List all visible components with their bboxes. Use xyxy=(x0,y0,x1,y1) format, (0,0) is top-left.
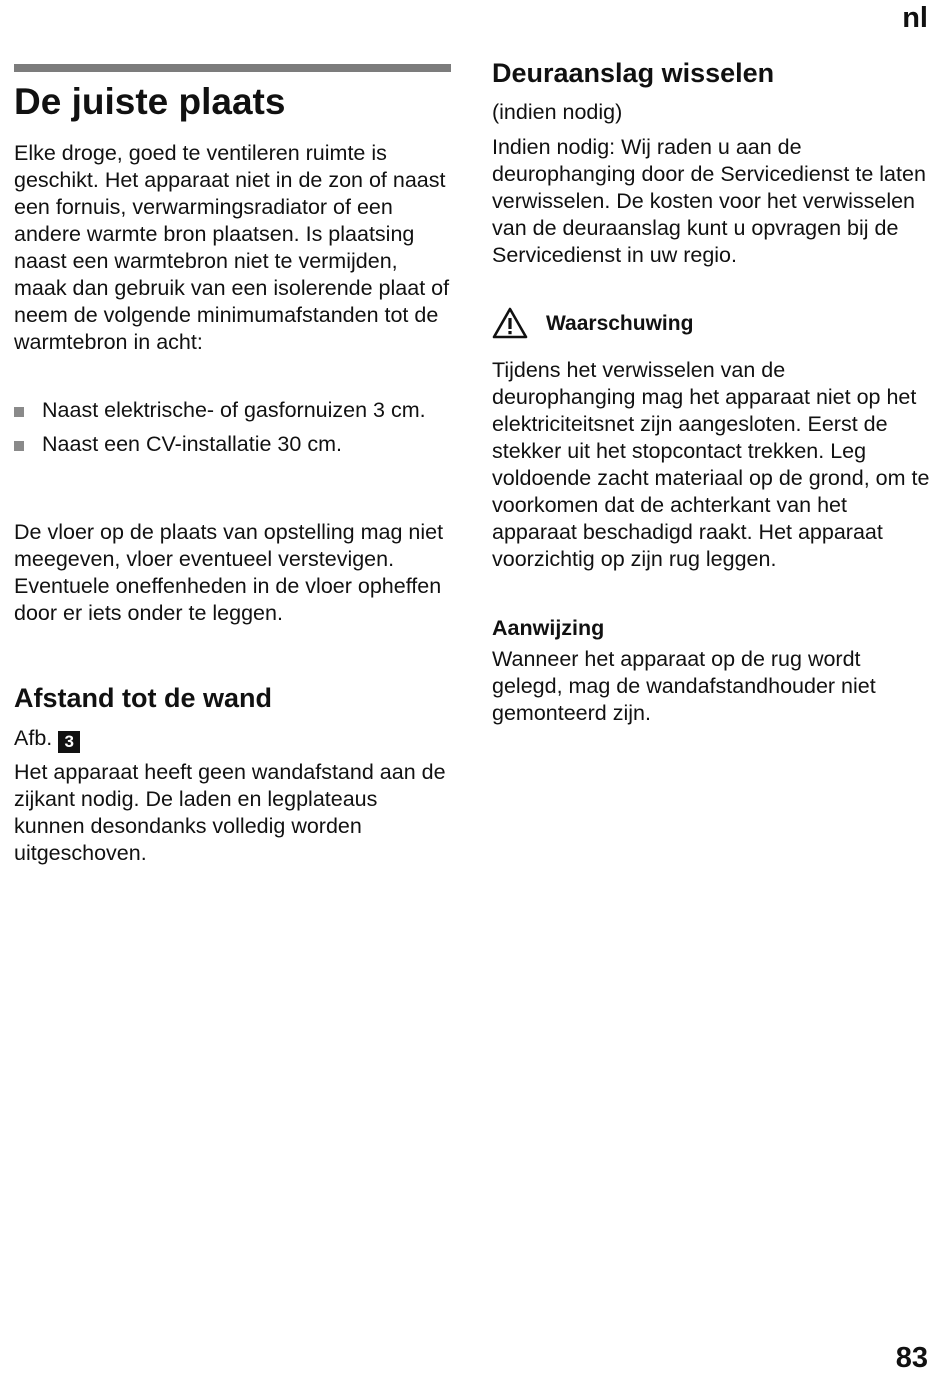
list-item xyxy=(14,397,452,424)
list-item xyxy=(14,431,452,458)
floor-paragraph: De vloer op de plaats van opstelling mag niet meegeven, vloer eventueel verstevigen. Eventuele oneffenheden in de vloer opheffen door er iets onder te leggen. xyxy=(14,520,444,625)
warning-paragraph: Tijdens het verwisselen van de deurophanging mag het apparaat niet op het elektriciteitsnet zijn aangesloten. Eerst de stekker uit het stopcontact trekken. Leg voldoende zacht materiaal op de grond, om te voorkomen dat de achterkant van het apparaat beschadigd raakt. Het apparaat voorzichtig op zijn rug leggen. xyxy=(492,358,930,571)
figure-reference xyxy=(14,725,452,753)
list-item-text: Naast elektrische- of gasfornuizen 3 cm. xyxy=(42,398,426,422)
note-heading: Aanwijzing xyxy=(492,616,605,640)
figure-number-badge: 3 xyxy=(58,731,80,753)
figure-label: Afb. xyxy=(14,726,53,750)
distance-list xyxy=(14,397,452,465)
page-title: De juiste plaats xyxy=(14,81,286,122)
bullet-square-icon xyxy=(14,441,24,451)
wall-heading: Afstand tot de wand xyxy=(14,683,272,713)
warning-header xyxy=(492,306,932,340)
language-code: nl xyxy=(902,2,928,34)
door-subtitle: (indien nodig) xyxy=(492,100,623,124)
note-paragraph: Wanneer het apparaat op de rug wordt gelegd, mag de wandafstandhouder niet gemonteerd zijn. xyxy=(492,647,876,725)
door-heading: Deuraanslag wisselen xyxy=(492,58,775,88)
page-number: 83 xyxy=(895,1342,928,1374)
list-item-text: Naast een CV-installatie 30 cm. xyxy=(42,432,342,456)
intro-paragraph: Elke droge, goed te ventileren ruimte is geschikt. Het apparaat niet in de zon of naast een fornuis, verwarmingsradiator of een andere warmte bron plaatsen. Is plaatsing naast een warmtebron niet te vermijden, maak dan gebruik van een isolerende plaat of neem de volgende minimumafstanden tot de warmtebron in acht: xyxy=(14,141,450,354)
warning-triangle-icon xyxy=(492,306,528,340)
door-intro-paragraph: Indien nodig: Wij raden u aan de deurophanging door de Servicedienst te laten verwisselen. De kosten voor het verwisselen van de deuraanslag kunt u opvragen bij de Servicedienst in uw regio. xyxy=(492,135,926,267)
warning-label: Waarschuwing xyxy=(546,311,694,335)
title-rule xyxy=(14,64,451,72)
bullet-square-icon xyxy=(14,407,24,417)
wall-paragraph: Het apparaat heeft geen wandafstand aan de zijkant nodig. De laden en legplateaus kunnen desondanks volledig worden uitgeschoven. xyxy=(14,760,446,865)
